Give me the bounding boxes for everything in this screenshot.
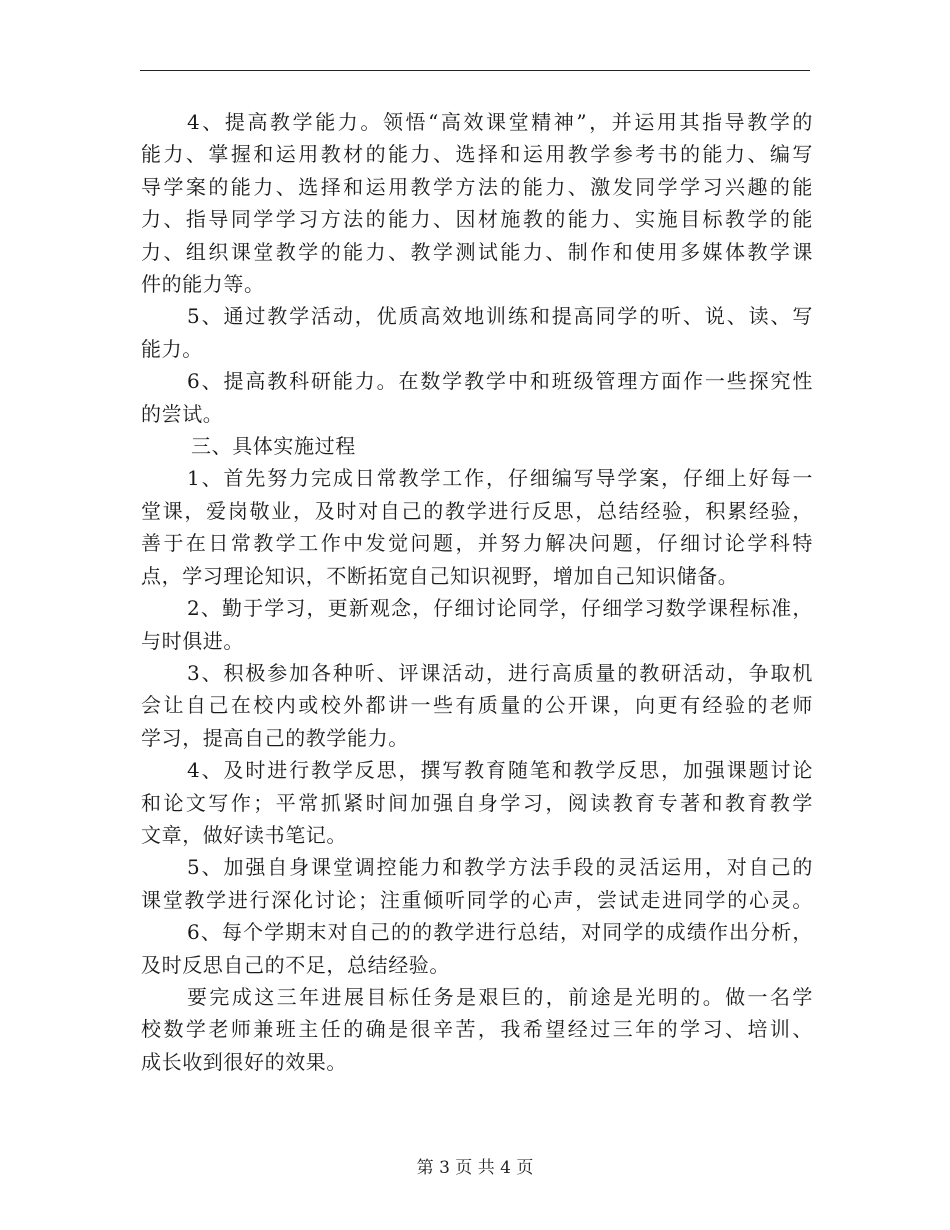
paragraph-line: 3、积极参加各种听、评课活动，进行高质量的教研活动，争取机 [187,660,813,685]
section-heading: 三、具体实施过程 [191,434,356,459]
paragraph-line: 要完成这三年进展目标任务是艰巨的，前途是光明的。做一名学 [187,984,813,1009]
paragraph-line: 能力。 [141,336,203,361]
paragraph-line: 善于在日常教学工作中发觉问题，并努力解决问题，仔细讨论学科特 [141,531,813,556]
paragraph-line: 文章，做好读书笔记。 [141,822,347,847]
paragraph-line: 5、加强自身课堂调控能力和教学方法手段的灵活运用，对自己的 [187,855,813,880]
paragraph-line: 与时俱进。 [141,628,244,653]
paragraph-line: 课堂教学进行深化讨论；注重倾听同学的心声，尝试走进同学的心灵。 [141,887,813,912]
paragraph-line: 5、通过教学活动，优质高效地训练和提高同学的听、说、读、写 [187,304,813,329]
paragraph-line: 2、勤于学习，更新观念，仔细讨论同学，仔细学习数学课程标准， [187,596,813,621]
paragraph-line: 6、每个学期末对自己的的教学进行总结，对同学的成绩作出分析， [187,920,813,945]
header-rule [140,70,810,71]
paragraph-line: 1、首先努力完成日常教学工作，仔细编写导学案，仔细上好每一 [187,466,813,491]
paragraph-line: 堂课，爱岗敬业，及时对自己的教学进行反思，总结经验，积累经验， [141,498,813,523]
paragraph-line: 的尝试。 [141,401,224,426]
paragraph-line: 和论文写作；平常抓紧时间加强自身学习，阅读教育专著和教育教学 [141,790,813,815]
paragraph-line: 学习，提高自己的教学能力。 [141,725,409,750]
page-footer [0,1153,950,1178]
paragraph-line: 4、提高教学能力。领悟“高效课堂精神”，并运用其指导教学的 [187,110,813,134]
paragraph-line: 校数学老师兼班主任的确是很辛苦，我希望经过三年的学习、培训、 [141,1017,813,1042]
paragraph-line: 4、及时进行教学反思，撰写教育随笔和教学反思，加强课题讨论 [187,758,813,783]
paragraph-line: 力、指导同学学习方法的能力、因材施教的能力、实施目标教学的能 [141,207,813,232]
paragraph-line: 力、组织课堂教学的能力、教学测试能力、制作和使用多媒体教学课 [141,239,813,264]
paragraph-line: 及时反思自己的不足，总结经验。 [141,952,450,977]
paragraph-line: 件的能力等。 [141,272,265,297]
paragraph-line: 成长收到很好的效果。 [141,1049,347,1074]
paragraph-line: 导学案的能力、选择和运用教学方法的能力、激发同学学习兴趣的能 [141,174,813,199]
paragraph-line: 会让自己在校内或校外都讲一些有质量的公开课，向更有经验的老师 [141,693,813,718]
document-body [141,106,813,1078]
paragraph-line: 能力、掌握和运用教材的能力、选择和运用教学参考书的能力、编写 [141,142,813,167]
page-number: 第 3 页 共 4 页 [416,1158,534,1178]
paragraph-line: 6、提高教科研能力。在数学教学中和班级管理方面作一些探究性 [187,369,813,394]
paragraph-line: 点，学习理论知识，不断拓宽自己知识视野，增加自己知识储备。 [141,563,739,588]
